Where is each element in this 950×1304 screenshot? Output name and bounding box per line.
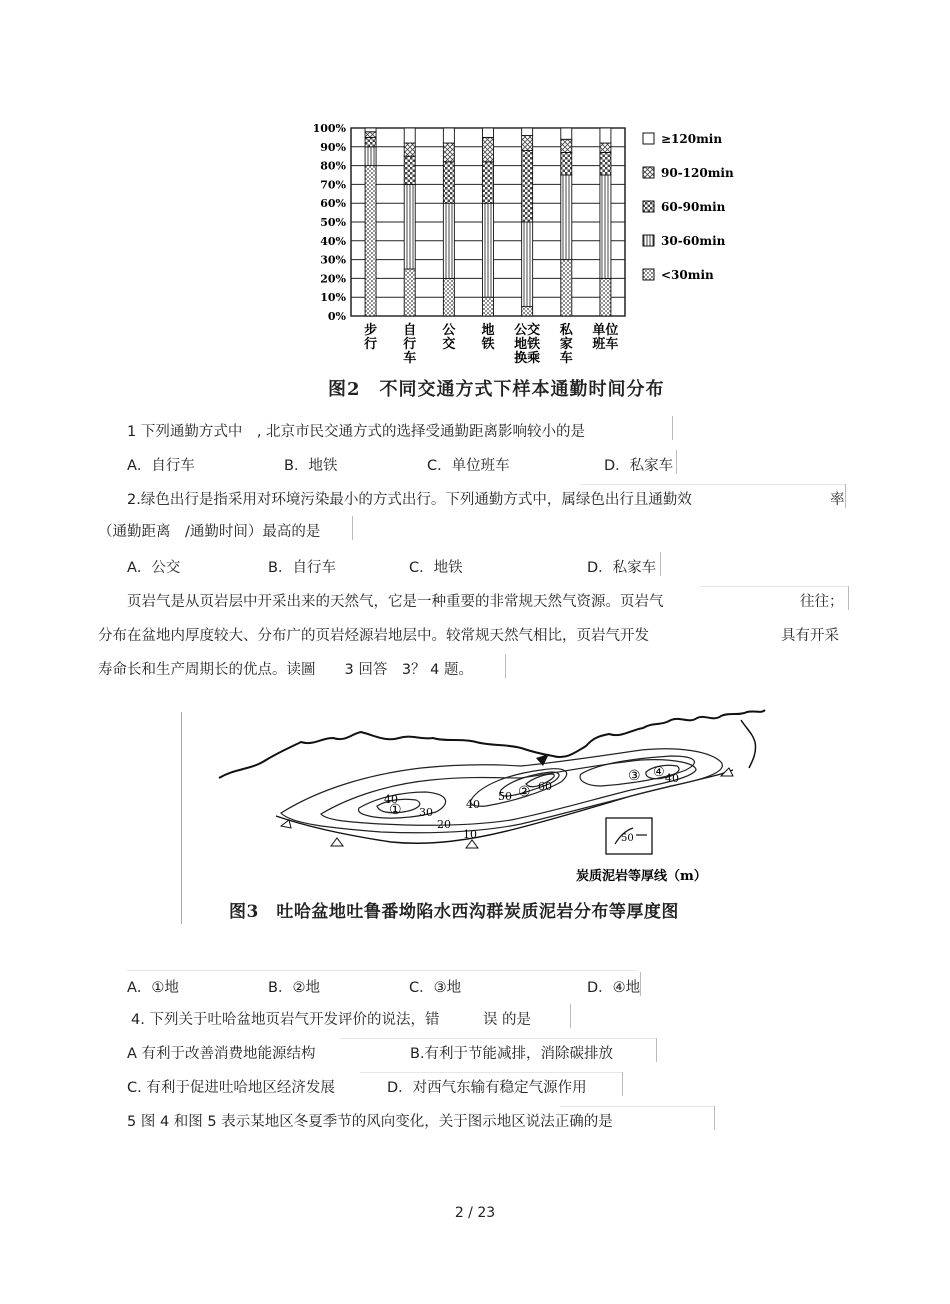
- bar-segment: [522, 136, 533, 151]
- x-category-label: 交: [442, 337, 456, 352]
- contour-label: 20: [437, 818, 451, 831]
- bar-segment: [483, 162, 494, 203]
- y-tick-label: 70%: [320, 178, 346, 192]
- bar-segment: [404, 143, 415, 156]
- legend-label: 90-120min: [661, 166, 734, 180]
- legend-swatch: [643, 133, 654, 144]
- x-category-label: 公交: [514, 323, 541, 338]
- q3-option-c[interactable]: C．③地: [409, 980, 462, 996]
- bar-segment: [404, 184, 415, 269]
- q1-stem: 1 下列通勤方式中 , 北京市民交通方式的选择受通勤距离影响较小的是: [127, 424, 586, 440]
- contour-label: 40: [384, 793, 398, 806]
- bar-segment: [365, 132, 376, 138]
- y-tick-label: 100%: [312, 122, 346, 135]
- contour-label: 10: [463, 828, 477, 841]
- q1-option-d[interactable]: D．私家车: [604, 458, 674, 474]
- site-marker-1: ①: [389, 802, 402, 818]
- bar-segment: [443, 143, 454, 162]
- bar-segment: [522, 307, 533, 316]
- y-tick-label: 90%: [320, 140, 346, 154]
- contour-label: 40: [665, 772, 679, 785]
- y-tick-label: 80%: [320, 159, 346, 173]
- x-category-label: 换乘: [514, 351, 541, 366]
- bar-segment: [483, 297, 494, 316]
- legend-label: 30-60min: [661, 234, 726, 248]
- y-tick-label: 20%: [320, 272, 346, 286]
- bar-segment: [404, 128, 415, 143]
- legend-sample-value: 50: [621, 833, 634, 844]
- x-category-label: 公: [442, 323, 456, 338]
- bar-segment: [600, 175, 611, 278]
- bar-segment: [561, 139, 572, 152]
- x-category-label: 行: [403, 337, 417, 352]
- commute-time-chart: [295, 112, 745, 412]
- bar-segment: [365, 128, 376, 132]
- x-category-label: 步: [364, 323, 378, 338]
- legend-label: ≥120min: [661, 132, 723, 146]
- x-category-label: 车: [403, 351, 417, 366]
- q5-stem: 5 图 4 和图 5 表示某地区冬夏季节的风向变化，关于图示地区说法正确的是: [127, 1114, 613, 1130]
- q4-option-c[interactable]: C. 有利于促进吐哈地区经济发展: [127, 1080, 335, 1096]
- q2-option-b[interactable]: B．自行车: [268, 560, 336, 576]
- basin-boundary-north: [219, 710, 765, 778]
- legend-swatch: [643, 235, 654, 246]
- legend-swatch: [643, 167, 654, 178]
- figure-2-caption: 图2 不同交通方式下样本通勤时间分布: [328, 379, 665, 400]
- q1-option-c[interactable]: C．单位班车: [427, 458, 510, 474]
- q2-option-d[interactable]: D．私家车: [587, 560, 657, 576]
- bar-segment: [443, 162, 454, 203]
- bar-segment: [561, 152, 572, 175]
- q2-stem-line1-end: 率: [830, 492, 845, 508]
- bar-segment: [600, 143, 611, 152]
- x-category-label: 行: [364, 337, 378, 352]
- x-category-label: 私: [559, 323, 573, 338]
- passage-line2: 分布在盆地内厚度较大、分布广的页岩烃源岩地层中。较常规天然气相比，页岩气开发: [98, 628, 649, 644]
- bar-segment: [483, 203, 494, 297]
- x-category-label: 车: [559, 351, 573, 366]
- x-category-label: 家: [559, 337, 573, 352]
- site-marker-3: ③: [628, 768, 641, 784]
- legend-label: <30min: [661, 268, 714, 282]
- q1-option-a[interactable]: A．自行车: [127, 458, 195, 474]
- bar-segment: [522, 128, 533, 136]
- q2-option-a[interactable]: A．公交: [127, 560, 181, 576]
- passage-line1: 页岩气是从页岩层中开采出来的天然气，它是一种重要的非常规天然气资源。页岩气: [127, 594, 664, 610]
- page-number: 2 / 23: [454, 1205, 496, 1221]
- passage-line2-end: 具有开采: [781, 628, 839, 644]
- site-marker-2: ②: [518, 784, 531, 800]
- y-tick-label: 0%: [327, 310, 346, 323]
- figure-2: [295, 112, 745, 412]
- bar-segment: [522, 222, 533, 307]
- bar-segment: [483, 128, 494, 137]
- q4-stem: 4. 下列关于吐哈盆地页岩气开发评价的说法，错 误 的是: [131, 1012, 532, 1028]
- bar-segment: [561, 175, 572, 260]
- bar-segment: [561, 260, 572, 316]
- q3-option-d[interactable]: D．④地: [587, 980, 641, 996]
- bar-segment: [365, 137, 376, 146]
- contour-label: 40: [466, 798, 480, 811]
- q2-stem-line2: （通勤距离 /通勤时间）最高的是: [98, 524, 321, 540]
- y-tick-label: 30%: [320, 253, 346, 267]
- passage-line1-end: 往往；: [800, 594, 844, 610]
- contour-label: 50: [498, 790, 512, 803]
- y-tick-label: 60%: [320, 197, 346, 211]
- y-tick-label: 10%: [320, 291, 346, 305]
- passage-line3: 寿命长和生产周期长的优点。读圖 3 回答 3？ 4 题。: [98, 662, 474, 678]
- q2-stem-line1: 2.绿色出行是指采用对环境污染最小的方式出行。下列通勤方式中，属绿色出行且通勤效: [127, 492, 692, 508]
- shale-thickness-map: [181, 708, 781, 926]
- contour-label: 30: [419, 806, 433, 819]
- q3-option-b[interactable]: B．②地: [268, 980, 320, 996]
- bar-segment: [443, 203, 454, 278]
- q3-option-a[interactable]: A．①地: [127, 980, 179, 996]
- contour-label: 60: [538, 780, 552, 793]
- bar-segment: [365, 147, 376, 166]
- figure-3: [181, 708, 781, 926]
- x-category-label: 班车: [592, 337, 619, 352]
- q4-option-d[interactable]: D．对西气东输有稳定气源作用: [387, 1080, 587, 1096]
- bar-segment: [365, 166, 376, 316]
- q4-option-a[interactable]: A 有利于改善消费地能源结构: [127, 1046, 316, 1062]
- q1-option-b[interactable]: B．地铁: [284, 458, 338, 474]
- bar-segment: [483, 137, 494, 161]
- bar-segment: [600, 128, 611, 143]
- legend-swatch: [643, 269, 654, 280]
- legend-label: 炭质泥岩等厚线（m）: [576, 869, 707, 884]
- legend-swatch: [643, 201, 654, 212]
- q2-option-c[interactable]: C．地铁: [409, 560, 463, 576]
- bar-segment: [561, 128, 572, 139]
- bar-segment: [443, 278, 454, 316]
- x-category-label: 地: [481, 323, 495, 338]
- x-category-label: 地铁: [514, 337, 541, 352]
- x-category-label: 铁: [481, 337, 495, 352]
- bar-segment: [522, 151, 533, 222]
- figure-3-caption: 图3 吐哈盆地吐鲁番坳陷水西沟群炭质泥岩分布等厚度图: [229, 902, 679, 922]
- y-tick-label: 40%: [320, 234, 346, 248]
- bar-segment: [443, 128, 454, 143]
- x-category-label: 自: [403, 323, 417, 338]
- y-tick-label: 50%: [320, 216, 346, 229]
- bar-segment: [600, 278, 611, 316]
- bar-segment: [404, 156, 415, 184]
- bar-segment: [600, 152, 611, 175]
- x-category-label: 单位: [592, 323, 619, 338]
- legend-label: 60-90min: [661, 200, 726, 214]
- q4-option-b[interactable]: B.有利于节能减排，消除碳排放: [410, 1046, 614, 1062]
- bar-segment: [404, 269, 415, 316]
- site-marker-4: ④: [653, 765, 665, 780]
